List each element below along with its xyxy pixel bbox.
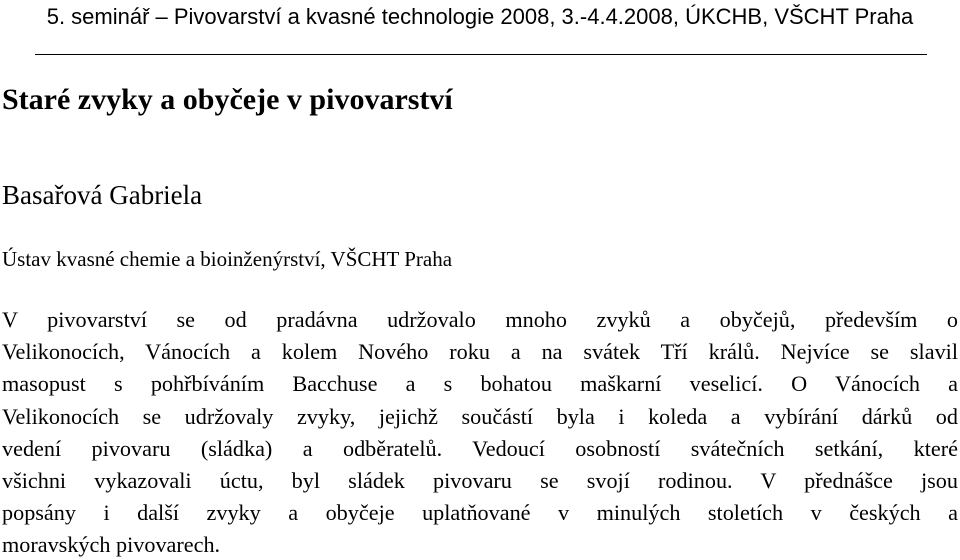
abstract-line: vedení pivovaru (sládka) a odběratelů. Vedoucí osobností svátečních setkání, které: [2, 435, 958, 461]
author-name: Basařová Gabriela: [2, 180, 203, 210]
abstract-line: všichni vykazovali úctu, byl sládek pivovaru se svojí rodinou. V přednášce jsou: [2, 467, 958, 493]
abstract-line: popsány i další zvyky a obyčeje uplatňované v minulých stoletích v českých a: [2, 500, 958, 526]
author-affiliation: Ústav kvasné chemie a bioinženýrství, VŠCHT Praha: [2, 247, 453, 271]
abstract-line: Velikonocích, Vánocích a kolem Nového roku a na svátek Tří králů. Nejvíce se slavil: [2, 339, 958, 365]
abstract-line: Velikonocích se udržovaly zvyky, jejichž součástí byla i koleda a vybírání dárků od: [2, 403, 958, 429]
abstract-line: V pivovarství se od pradávna udržovalo mnoho zvyků a obyčejů, především o: [2, 307, 958, 332]
abstract-line: masopust s pohřbíváním Bacchuse a s bohatou maškarní veselicí. O Vánocích a: [2, 371, 958, 397]
article-title: Staré zvyky a obyčeje v pivovarství: [2, 83, 453, 116]
abstract-line: moravských pivovarech.: [2, 532, 221, 558]
running-header: 5. seminář – Pivovarství a kvasné technologie 2008, 3.-4.4.2008, ÚKCHB, VŠCHT Praha: [46, 4, 914, 29]
header-rule: [35, 54, 927, 55]
abstract-paragraph: [2, 304, 958, 560]
